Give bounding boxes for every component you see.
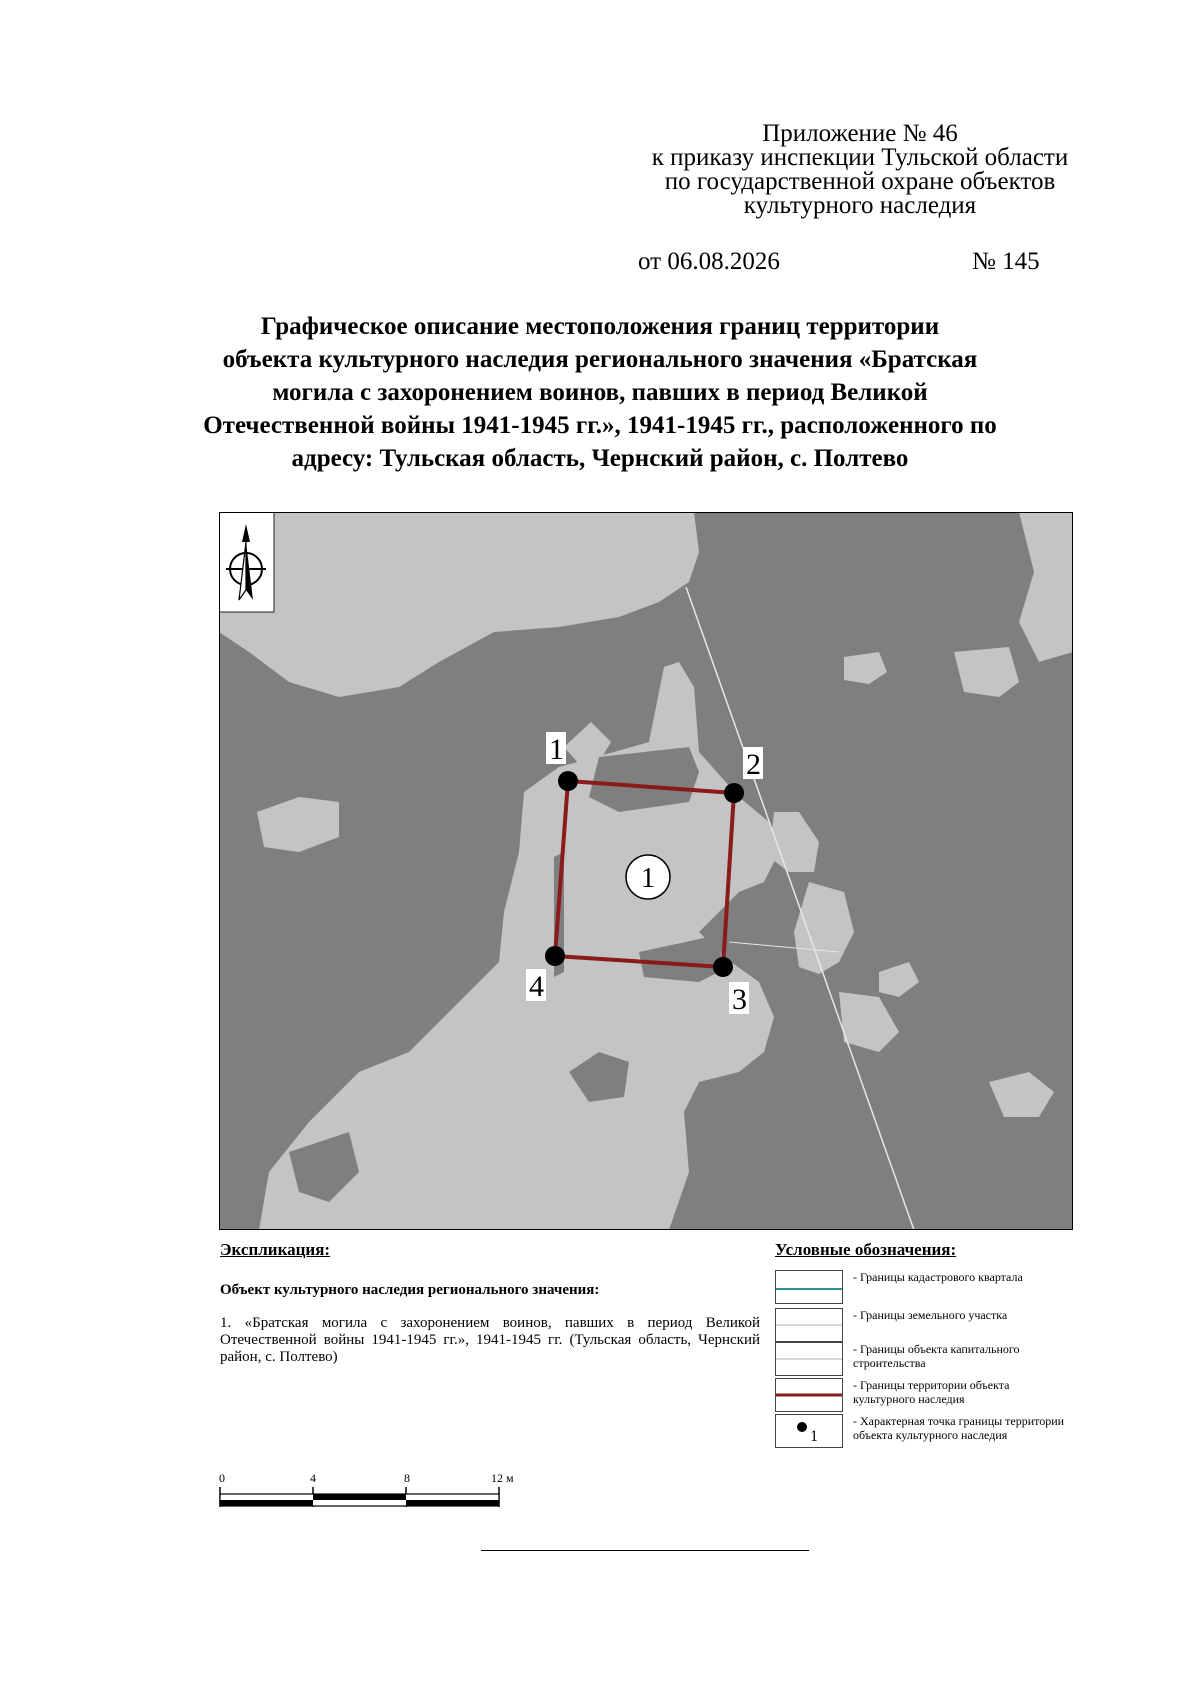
boundary-point-4 <box>545 946 565 966</box>
appendix-line: к приказу инспекции Тульской области <box>651 144 1069 171</box>
document-title <box>150 310 1050 475</box>
scale-tick-label: 8 <box>404 1472 410 1485</box>
appendix-line: по государственной охране объектов <box>664 168 1056 195</box>
scale-tick-label: 12 м <box>491 1472 514 1485</box>
object-number: 1 <box>641 863 655 894</box>
north-arrow-icon <box>219 512 274 612</box>
title-line: могила с захоронением воинов, павших в период Великой <box>272 379 928 406</box>
explication-section <box>220 1240 760 1365</box>
point-label-1: 1 <box>549 733 564 766</box>
legend-swatch <box>775 1378 843 1412</box>
legend-label: - Границы территории объекта культурного наследия <box>853 1378 1010 1406</box>
boundary-map <box>219 512 1073 1230</box>
legend-point-label: 1 <box>810 1428 818 1445</box>
legend-label: - Границы кадастрового квартала <box>853 1270 1023 1284</box>
legend-label: - Границы объекта капитального строительства <box>853 1342 1020 1370</box>
boundary-point-3 <box>713 957 733 977</box>
point-label-4: 4 <box>529 970 544 1003</box>
order-date: от 06.08.2026 <box>638 248 780 275</box>
appendix-line: культурного наследия <box>743 192 977 219</box>
explication-heading: Экспликация: <box>220 1240 331 1259</box>
title-line: Отечественной войны 1941-1945 гг.», 1941-1945 гг., расположенного по <box>203 412 997 439</box>
order-number: № 145 <box>972 248 1040 275</box>
point-label-3: 3 <box>732 983 747 1016</box>
legend-swatch <box>775 1308 843 1342</box>
scale-tick-label: 4 <box>310 1472 316 1485</box>
scale-bar <box>219 1472 519 1512</box>
legend-label: - Границы земельного участка <box>853 1308 1008 1322</box>
boundary-point-1 <box>558 771 578 791</box>
legend-swatch <box>775 1414 843 1448</box>
legend-heading: Условные обозначения: <box>775 1240 957 1259</box>
appendix-line: Приложение № 46 <box>762 120 958 147</box>
title-line: Графическое описание местоположения границ территории <box>260 313 940 340</box>
legend-swatch <box>775 1342 843 1376</box>
title-line: объекта культурного наследия регионального значения «Братская <box>222 346 978 373</box>
point-label-2: 2 <box>746 748 761 781</box>
legend-label: - Характерная точка границы территории объекта культурного наследия <box>853 1414 1065 1442</box>
bottom-rule <box>481 1550 809 1551</box>
appendix-block <box>560 122 1160 218</box>
legend-swatch <box>775 1270 843 1304</box>
scale-tick-label: 0 <box>219 1472 225 1485</box>
explication-subheading: Объект культурного наследия регионального значения: <box>220 1282 600 1298</box>
boundary-point-2 <box>724 783 744 803</box>
title-line: адресу: Тульская область, Чернский район, с. Полтево <box>291 445 909 472</box>
explication-item: 1. «Братская могила с захоронением воинов, павших в период Великой Отечественной войны 1941-1945 гг.», 1941-1945 гг. (Тульская область, Чернский район, с. Полтево) <box>220 1315 760 1365</box>
